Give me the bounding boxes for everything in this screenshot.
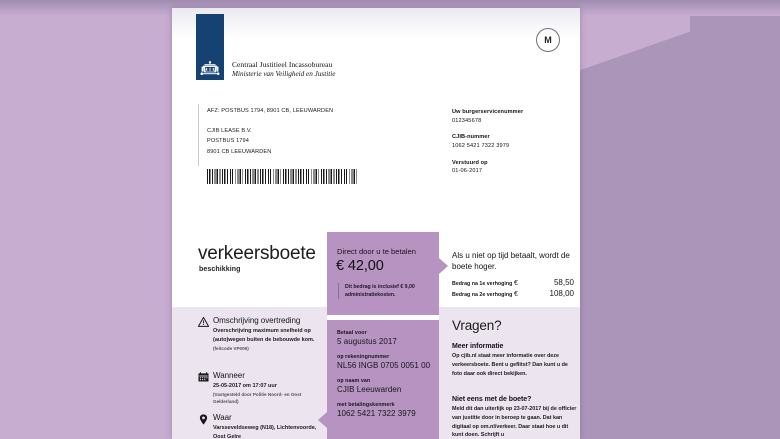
payment-value: CJIB Leeuwarden [337, 385, 402, 394]
address-rule [198, 104, 199, 166]
questions-title: Vragen? [452, 318, 502, 333]
background-left-bottom [0, 279, 175, 439]
detail-title: Omschrijving overtreding [213, 316, 301, 325]
payment-group [337, 330, 437, 346]
question-niet-eens-met-de-boete [452, 396, 578, 439]
escalation-row [452, 278, 578, 287]
amount-label: Direct door u te betalen [337, 247, 416, 256]
detail-title: Wanneer [213, 371, 245, 380]
detail-text [213, 413, 317, 439]
late-payment-heading: Als u niet op tijd betaalt, wordt de boete hoger. [452, 251, 570, 272]
escalation-amount: 108,00 [549, 289, 574, 299]
meta-group [452, 108, 523, 125]
escalation-label: Bedrag na 2e verhoging [452, 292, 513, 299]
question-heading: Niet eens met de boete? [452, 396, 532, 403]
payment-group [337, 378, 437, 394]
escalation-currency: € [514, 279, 518, 287]
amount-note: Dit bedrag is inclusief € 9,00 administratiekosten. [345, 284, 415, 299]
document-meta-block [452, 108, 523, 184]
escalation-row [452, 289, 578, 298]
payment-key: op naam van [337, 378, 371, 384]
question-meer-informatie [452, 343, 578, 378]
detail-wanneer [198, 371, 317, 406]
amount-note-rule [338, 283, 339, 299]
meta-value: 012345678 [452, 117, 482, 124]
payment-key: op rekeningnummer [337, 354, 390, 360]
detail-title: Waar [213, 413, 232, 422]
payment-arrow-icon [318, 412, 327, 428]
question-heading: Meer informatie [452, 343, 504, 350]
logo-blue-bar [196, 14, 224, 80]
payment-group [337, 402, 437, 418]
detail-body: Varsseveldseweg (N18), Lichtenvoorde, Oost Gelre [213, 425, 317, 439]
meta-group [452, 159, 523, 176]
recipient-line: POSTBUS 1794 [207, 138, 249, 145]
payment-details [337, 330, 437, 426]
payment-value: NL56 INGB 0705 0051 00 [337, 361, 431, 370]
detail-body: Overschrijving maximum snelheid op (auto)wegen buiten de bebouwde kom. [213, 328, 315, 343]
dutch-government-crest-icon [200, 60, 220, 77]
escalation-label: Bedrag na 1e verhoging [452, 280, 513, 287]
question-body: Meld dit dan uiterlijk op 23-07-2017 bij de officier van justitie door in beroep te gaan. Dat kan digitaal op om.nl/verkeer. Daar staat hoe u dit kunt doen. Schrijft u [452, 406, 577, 439]
barcode [207, 169, 359, 184]
payment-value: 5 augustus 2017 [337, 337, 397, 346]
late-payment-warning [452, 250, 578, 301]
recipient-line: CJIB LEASE B.V. [207, 127, 252, 134]
detail-omschrijving-overtreding [198, 316, 317, 353]
escalation-currency: € [514, 291, 518, 299]
logo-organisation-name: Centraal Justitieel Incassobureau [232, 60, 333, 69]
address-block [207, 106, 333, 158]
detail-subnote: (Vastgesteld door Politie Noord- en Oost Gelderland) [213, 392, 302, 405]
amount-value: € 42,00 [336, 258, 384, 274]
page-subtitle: beschikking [199, 266, 241, 273]
escalation-rows [452, 278, 578, 299]
sender-line: AFZ: POSTBUS 1794, 8901 CB, LEEUWARDEN [207, 108, 334, 114]
detail-body: 25-05-2017 om 17:07 uur [213, 383, 277, 389]
callout-arrow-icon [439, 258, 448, 274]
payment-key: Betaal voor [337, 330, 367, 336]
warning-triangle-icon [198, 316, 213, 353]
m-badge: M [536, 28, 560, 52]
logo-ministry-name: Ministerie van Veiligheid en Justitie [232, 70, 336, 78]
question-body: Op cjib.nl staat meer informatie over deze verkeersboete. Bent u geflitst? Dan kunt u de foto daar ook direct bekijken. [452, 353, 568, 377]
cjib-logo [196, 14, 335, 80]
calendar-icon [198, 371, 213, 406]
background-wedge-right [580, 0, 780, 439]
meta-key: CJIB-nummer [452, 134, 490, 141]
detail-text [213, 316, 317, 353]
meta-key: Verstuurd op [452, 159, 488, 166]
logo-text-block [224, 60, 335, 80]
meta-key: Uw burgerservicenummer [452, 109, 524, 115]
location-pin-icon [198, 413, 213, 439]
recipient-line: 8901 CB LEEUWARDEN [207, 148, 272, 155]
payment-value: 1062 5421 7322 3979 [337, 409, 416, 418]
detail-text [213, 371, 317, 406]
meta-group [452, 133, 523, 150]
escalation-amount: 58,50 [553, 277, 574, 287]
payment-key: met betalingskenmerk [337, 402, 395, 408]
detail-subnote: (feitcode VP006) [213, 346, 249, 352]
recipient-address [207, 126, 333, 158]
page-title: verkeersboete [198, 243, 316, 264]
meta-value: 1062 5421 7322 3979 [452, 142, 510, 149]
detail-waar [198, 413, 317, 439]
payment-group [337, 354, 437, 370]
meta-value: 01-06-2017 [452, 168, 483, 175]
